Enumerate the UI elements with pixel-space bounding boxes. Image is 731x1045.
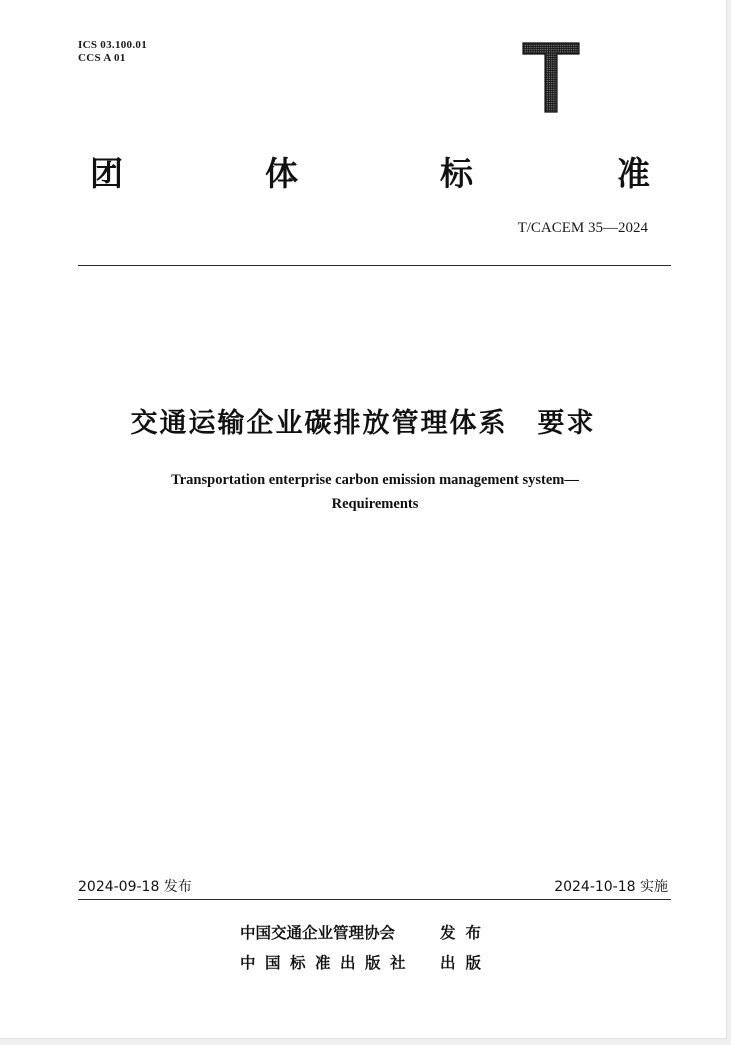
group-standard-t-logo-icon <box>522 42 580 114</box>
standard-type-char: 团 <box>90 154 123 193</box>
english-title <box>0 468 727 516</box>
chinese-title <box>0 401 726 440</box>
ccs-code: CCS A 01 <box>78 52 126 64</box>
header-divider <box>78 265 671 266</box>
classification-codes <box>78 39 147 65</box>
standard-type-heading <box>90 148 670 198</box>
english-title-line2: Requirements <box>331 496 419 512</box>
standard-type-char: 体 <box>265 154 298 193</box>
ics-code: ICS 03.100.01 <box>78 39 147 51</box>
standard-number: T/CACEM 35—2024 <box>517 220 648 236</box>
footer-divider <box>78 899 671 900</box>
chinese-title-suffix: 要求 <box>537 408 596 439</box>
issue-date: 2024-09-18 发布 <box>78 879 192 895</box>
publisher-name: 中国交通企业管理协会 <box>240 924 396 942</box>
publisher-issuer <box>240 921 491 943</box>
chinese-title-main: 交通运输企业碳排放管理体系 <box>130 408 508 439</box>
publisher-press <box>240 951 491 973</box>
standard-type-char: 标 <box>440 154 473 193</box>
publisher-name: 中国标准出版社 <box>240 954 416 972</box>
standard-type-char: 准 <box>617 154 650 193</box>
english-title-line1: Transportation enterprise carbon emission management system— <box>171 472 579 488</box>
implementation-date: 2024-10-18 实施 <box>554 879 668 895</box>
publisher-role: 出版 <box>440 954 492 972</box>
publisher-role: 发布 <box>440 924 492 942</box>
